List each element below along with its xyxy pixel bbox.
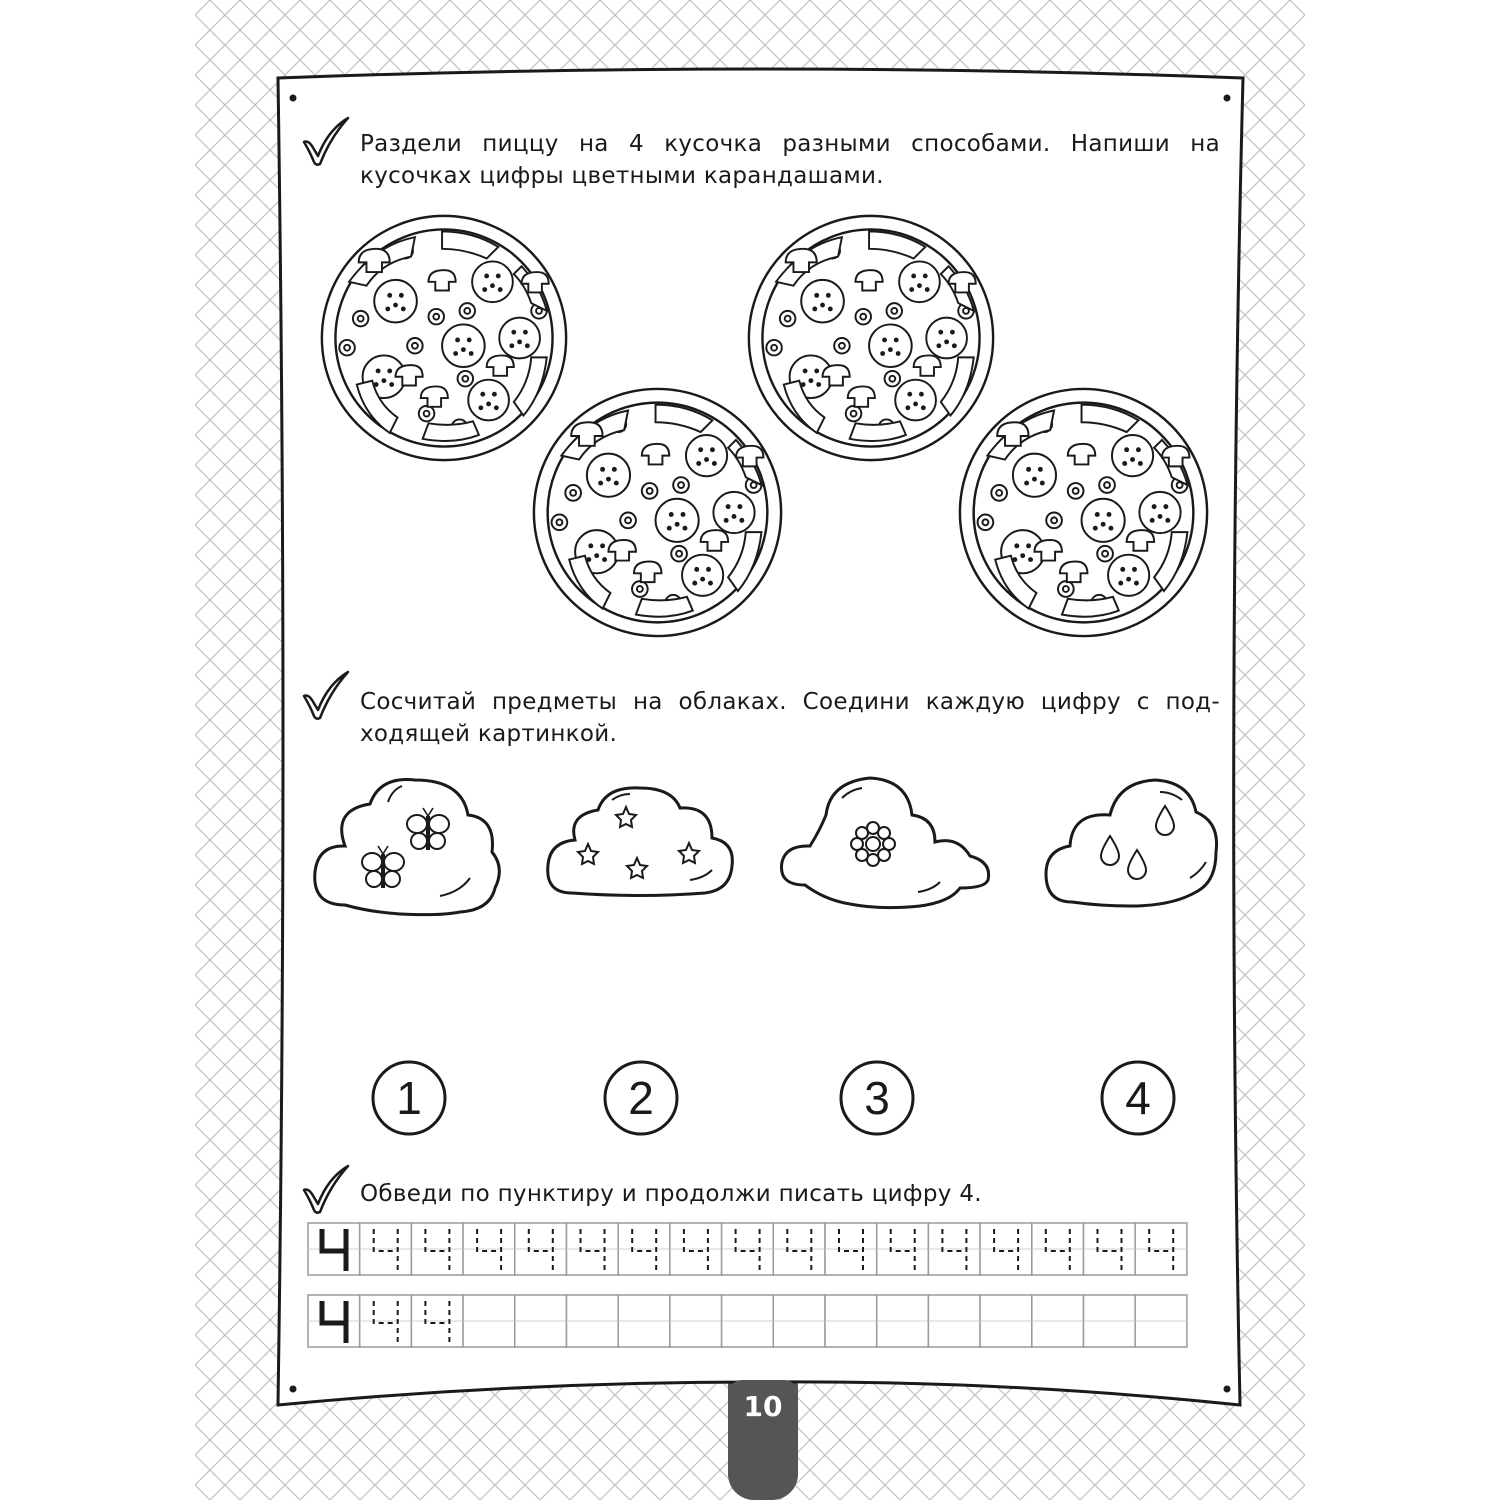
pin-dot: [1224, 1386, 1231, 1393]
task-2-title-line2: ходящей картинкой.: [360, 721, 618, 747]
pizza-2: [534, 389, 781, 636]
pin-dot: [1224, 95, 1231, 102]
writing-row: [308, 1295, 1187, 1347]
pizza-1: [322, 216, 566, 460]
number-label: 3: [864, 1072, 890, 1124]
pin-dot: [290, 95, 297, 102]
number-label: 1: [396, 1072, 422, 1124]
task-1-title-line2: кусочках цифры цветными карандашами.: [360, 163, 884, 189]
writing-row: [308, 1223, 1187, 1275]
number-label: 2: [628, 1072, 654, 1124]
task-1-title-line1: Раздели пиццу на 4 кусочка разными способами. Напиши на: [360, 131, 1220, 157]
page-number: 10: [743, 1390, 783, 1423]
pin-dot: [290, 1386, 297, 1393]
number-label: 4: [1125, 1072, 1151, 1124]
task-3-title: Обведи по пунктиру и продолжи писать цифру 4.: [360, 1181, 982, 1207]
pizza-3: [749, 216, 993, 460]
flower-icon: [851, 822, 895, 866]
pizza-4: [960, 389, 1207, 636]
task-2-title-line1: Сосчитай предметы на облаках. Соедини каждую цифру с под-: [360, 689, 1220, 715]
